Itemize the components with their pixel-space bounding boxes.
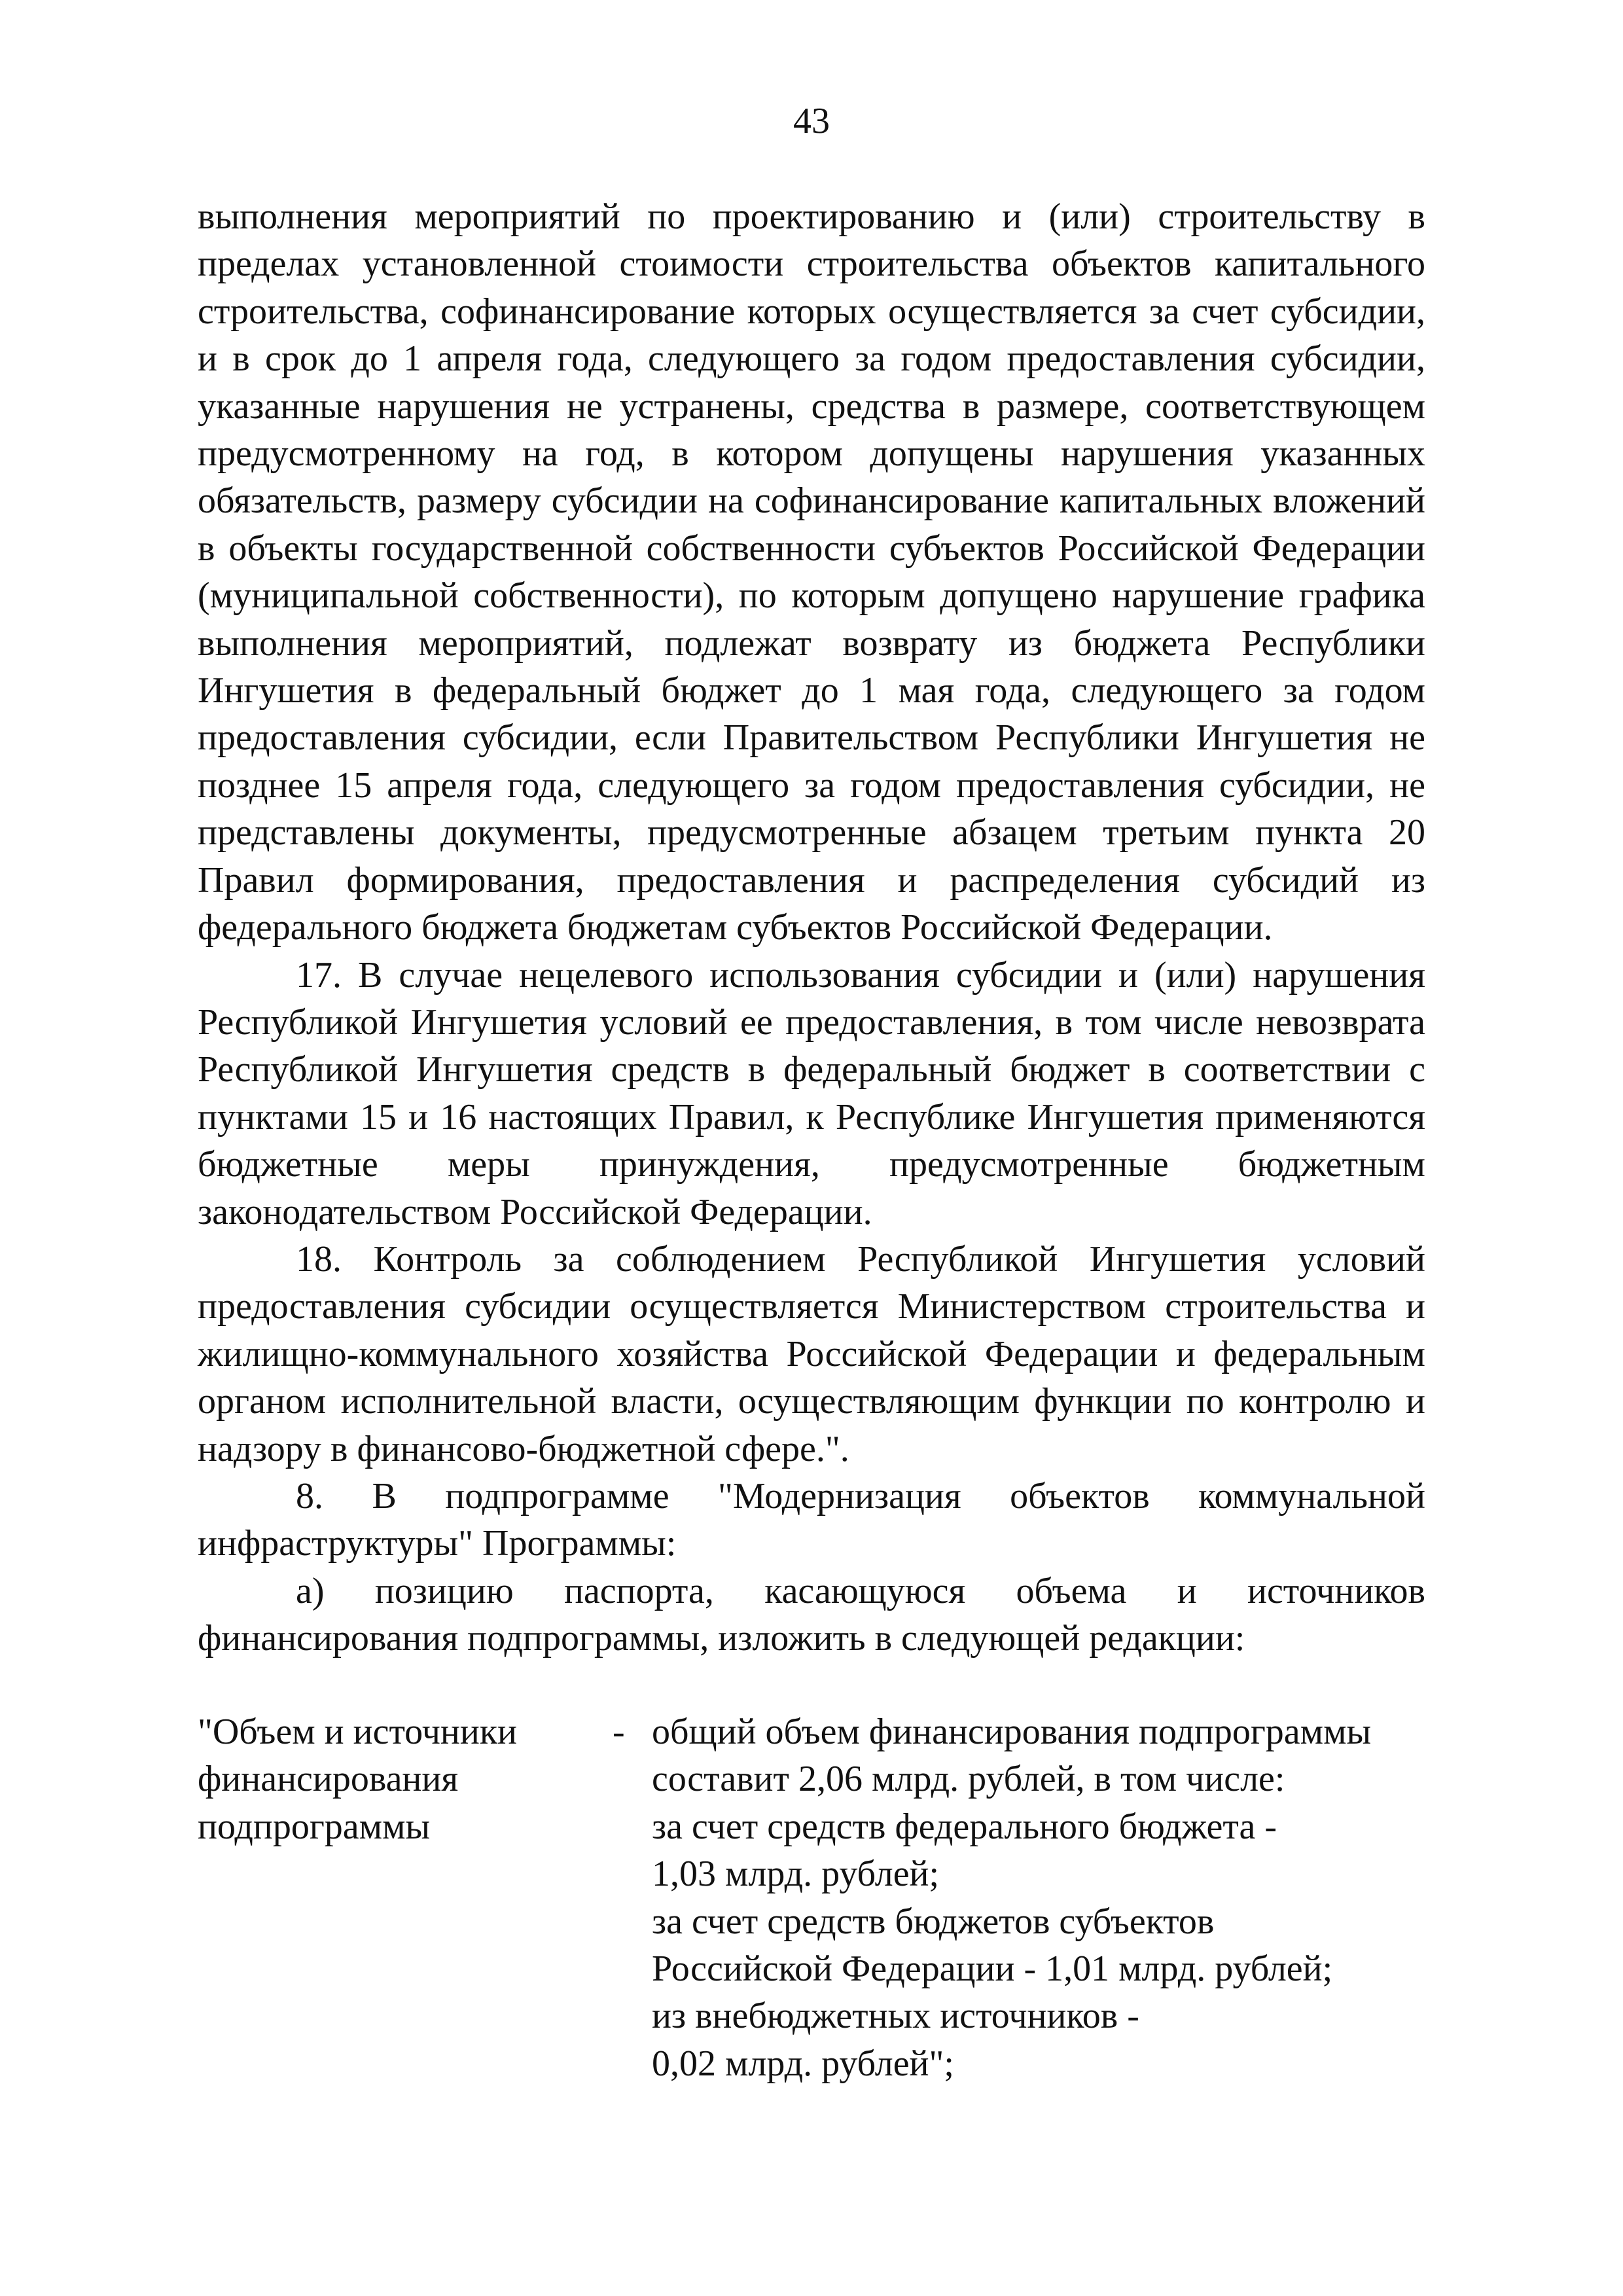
paragraph-subitem-a: а) позицию паспорта, касающуюся объема и источников финансирования подпрограммы, изложить в следующей редакции: bbox=[198, 1570, 1425, 1659]
page-number: 43 bbox=[793, 101, 830, 141]
passport-value-line: из внебюджетных источников - bbox=[652, 1996, 1139, 2037]
passport-value-line: 0,02 млрд. рублей"; bbox=[652, 2043, 954, 2084]
passport-label-line: "Объем и источники bbox=[198, 1712, 518, 1752]
paragraph-item-18: 18. Контроль за соблюдением Республикой Ингушетия условий предоставления субсидии осуществляется Министерством строительства и жилищно-коммунального хозяйства Российской Федерации и федеральным органом исполнительной власти, осуществляющим функции по контролю и надзору в финансово-бюджетной сфере.". bbox=[198, 1238, 1425, 1469]
passport-value bbox=[652, 1708, 1425, 2087]
passport-value-line: за счет средств бюджетов субъектов bbox=[652, 1901, 1215, 1942]
passport-label-line: финансирования bbox=[198, 1759, 459, 1800]
document-body bbox=[198, 193, 1425, 1662]
passport-value-line: за счет средств федерального бюджета - bbox=[652, 1806, 1277, 1847]
paragraph-item-8: 8. В подпрограмме "Модернизация объектов коммунальной инфраструктуры" Программы: bbox=[198, 1475, 1425, 1564]
passport-label-line: подпрограммы bbox=[198, 1806, 431, 1847]
passport-value-line: 1,03 млрд. рублей; bbox=[652, 1854, 940, 1895]
passport-position-table bbox=[198, 1708, 1425, 2087]
passport-value-line: Российской Федерации - 1,01 млрд. рублей; bbox=[652, 1948, 1333, 1990]
paragraph-continuation: выполнения мероприятий по проектированию и (или) строительству в пределах установленной стоимости строительства объектов капитального строительства, софинансирование которых осуществляется за счет субсидии, и в срок до 1 апреля года, следующего за годом предоставления субсидии, указанные нарушения не устранены, средства в размере, соответствующем предусмотренному на год, в котором допущены нарушения указанных обязательств, размеру субсидии на софинансирование капитальных вложений в объекты государственной собственности субъектов Российской Федерации (муниципальной собственности), по которым допущено нарушение графика выполнения мероприятий, подлежат возврату из бюджета Республики Ингушетия в федеральный бюджет до 1 мая года, следующего за годом предоставления субсидии, если Правительством Республики Ингушетия не позднее 15 апреля года, следующего за годом предоставления субсидии, не представлены документы, предусмотренные абзацем третьим пункта 20 Правил формирования, предоставления и распределения субсидий из федерального бюджета бюджетам субъектов Российской Федерации. bbox=[198, 196, 1425, 948]
paragraph-item-17: 17. В случае нецелевого использования субсидии и (или) нарушения Республикой Ингушетия условий ее предоставления, в том числе невозврата Республикой Ингушетия средств в федеральный бюджет в соответствии с пунктами 15 и 16 настоящих Правил, к Республике Ингушетия применяются бюджетные меры принуждения, предусмотренные бюджетным законодательством Российской Федерации. bbox=[198, 954, 1425, 1232]
passport-value-line: общий объем финансирования подпрограммы bbox=[652, 1712, 1372, 1752]
passport-label bbox=[198, 1708, 613, 2087]
passport-dash: - bbox=[613, 1712, 625, 1752]
passport-value-line: составит 2,06 млрд. рублей, в том числе: bbox=[652, 1759, 1285, 1800]
